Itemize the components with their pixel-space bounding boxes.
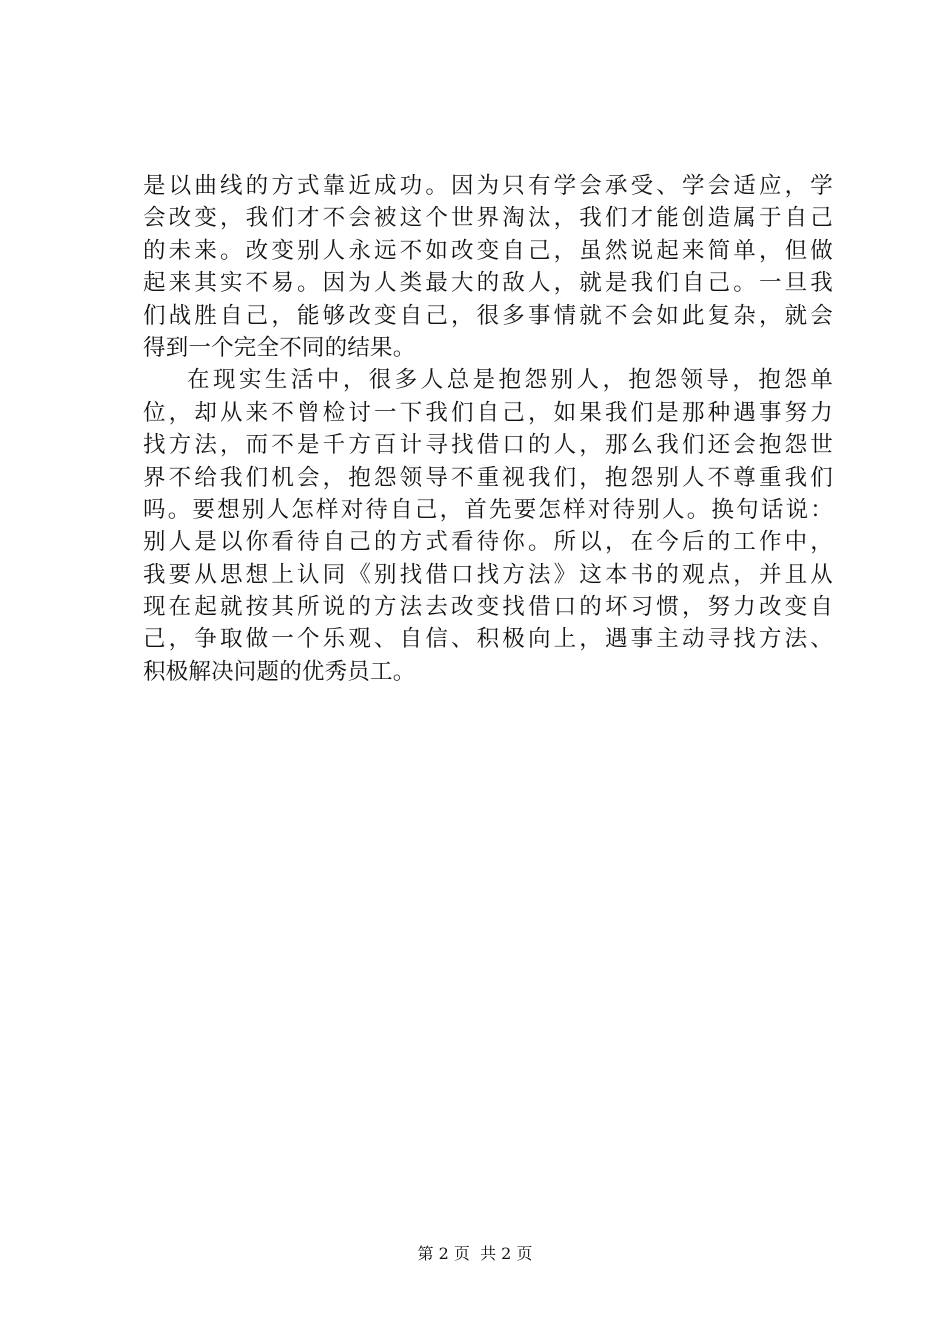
paragraph-1-line-3: 的未来。改变别人永远不如改变自己，虽然说起来简单，但做 <box>143 237 833 264</box>
page-number-label: 第 2 页 共 2 页 <box>417 1244 533 1263</box>
paragraph-2-line-8: 现在起就按其所说的方法去改变找借口的坏习惯，努力改变自 <box>143 594 833 621</box>
paragraph-1-line-1: 是以曲线的方式靠近成功。因为只有学会承受、学会适应，学 <box>143 173 833 199</box>
paragraph-2-line-9: 己，争取做一个乐观、自信、积极向上，遇事主动寻找方法、 <box>143 626 833 653</box>
paragraph-2-line-2: 位，却从来不曾检讨一下我们自己，如果我们是那种遇事努力 <box>143 399 833 426</box>
paragraph-1-line-5: 们战胜自己，能够改变自己，很多事情就不会如此复杂，就会 <box>143 302 833 329</box>
paragraph-1-line-2: 会改变，我们才不会被这个世界淘汰，我们才能创造属于自己 <box>143 205 833 232</box>
paragraph-2-line-10: 积极解决问题的优秀员工。 <box>143 658 416 685</box>
paragraph-2-line-5: 吗。要想别人怎样对待自己，首先要怎样对待别人。换句话说： <box>143 496 833 523</box>
page-footer <box>0 1244 950 1264</box>
paragraph-2-line-1: 在现实生活中，很多人总是抱怨别人，抱怨领导，抱怨单 <box>187 367 833 394</box>
paragraph-2-line-4: 界不给我们机会，抱怨领导不重视我们，抱怨别人不尊重我们 <box>143 464 833 491</box>
paragraph-2-line-6: 别人是以你看待自己的方式看待你。所以，在今后的工作中， <box>143 529 833 556</box>
body-text <box>143 170 833 688</box>
paragraph-2-line-7: 我要从思想上认同《别找借口找方法》这本书的观点，并且从 <box>143 561 833 588</box>
paragraph-1-line-4: 起来其实不易。因为人类最大的敌人，就是我们自己。一旦我 <box>143 270 833 297</box>
paragraph-1-line-6: 得到一个完全不同的结果。 <box>143 334 416 361</box>
paragraph-2-line-3: 找方法，而不是千方百计寻找借口的人，那么我们还会抱怨世 <box>143 432 833 459</box>
